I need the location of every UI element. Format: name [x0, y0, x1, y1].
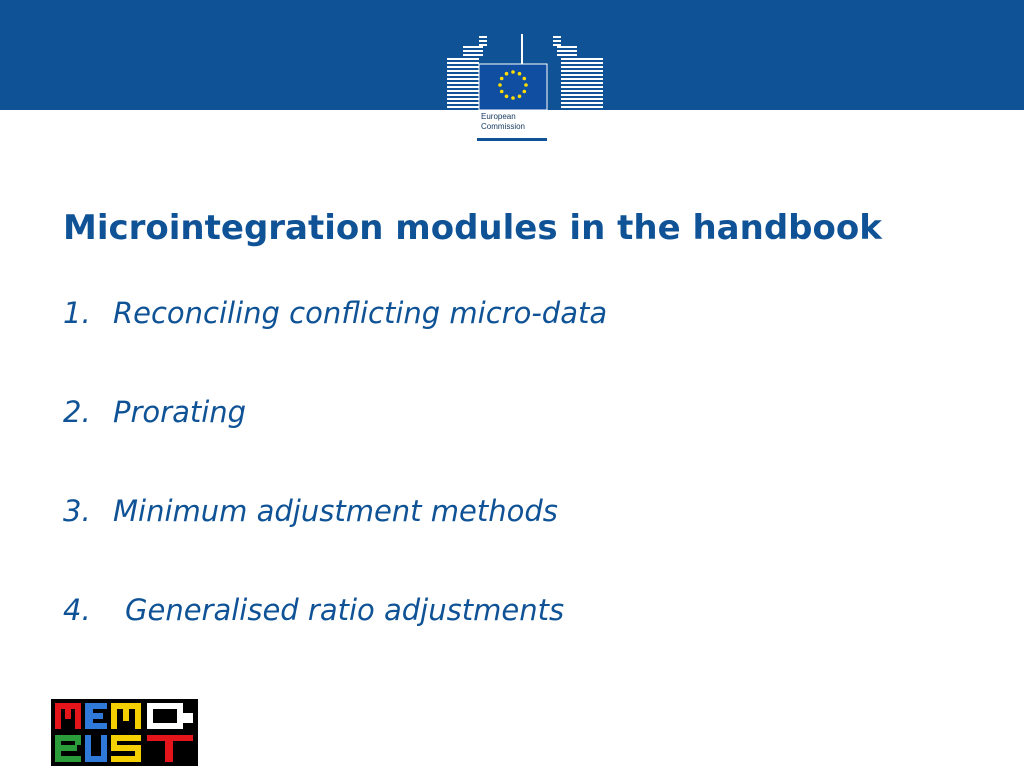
list-item-text: Prorating: [113, 395, 247, 429]
ec-building-icon: [443, 30, 609, 112]
memobust-logo: [51, 699, 198, 766]
list-item-number: 4.: [63, 593, 91, 627]
list-item-text: Minimum adjustment methods: [113, 494, 558, 528]
list-item-number: 3.: [63, 494, 91, 528]
list-item-text: Reconciling conflicting micro-data: [113, 296, 608, 330]
slide-title: Microintegration modules in the handbook: [63, 208, 882, 248]
european-commission-logo: [443, 30, 609, 146]
list-item-number: 1.: [63, 296, 91, 330]
ec-logo-wordmark: European Commission: [481, 112, 526, 131]
memobust-pixel-logo-icon: [51, 699, 198, 766]
ec-logo-underline: [477, 138, 547, 141]
list-item-number: 2.: [63, 395, 91, 429]
list-item-text: Generalised ratio adjustments: [125, 593, 565, 627]
